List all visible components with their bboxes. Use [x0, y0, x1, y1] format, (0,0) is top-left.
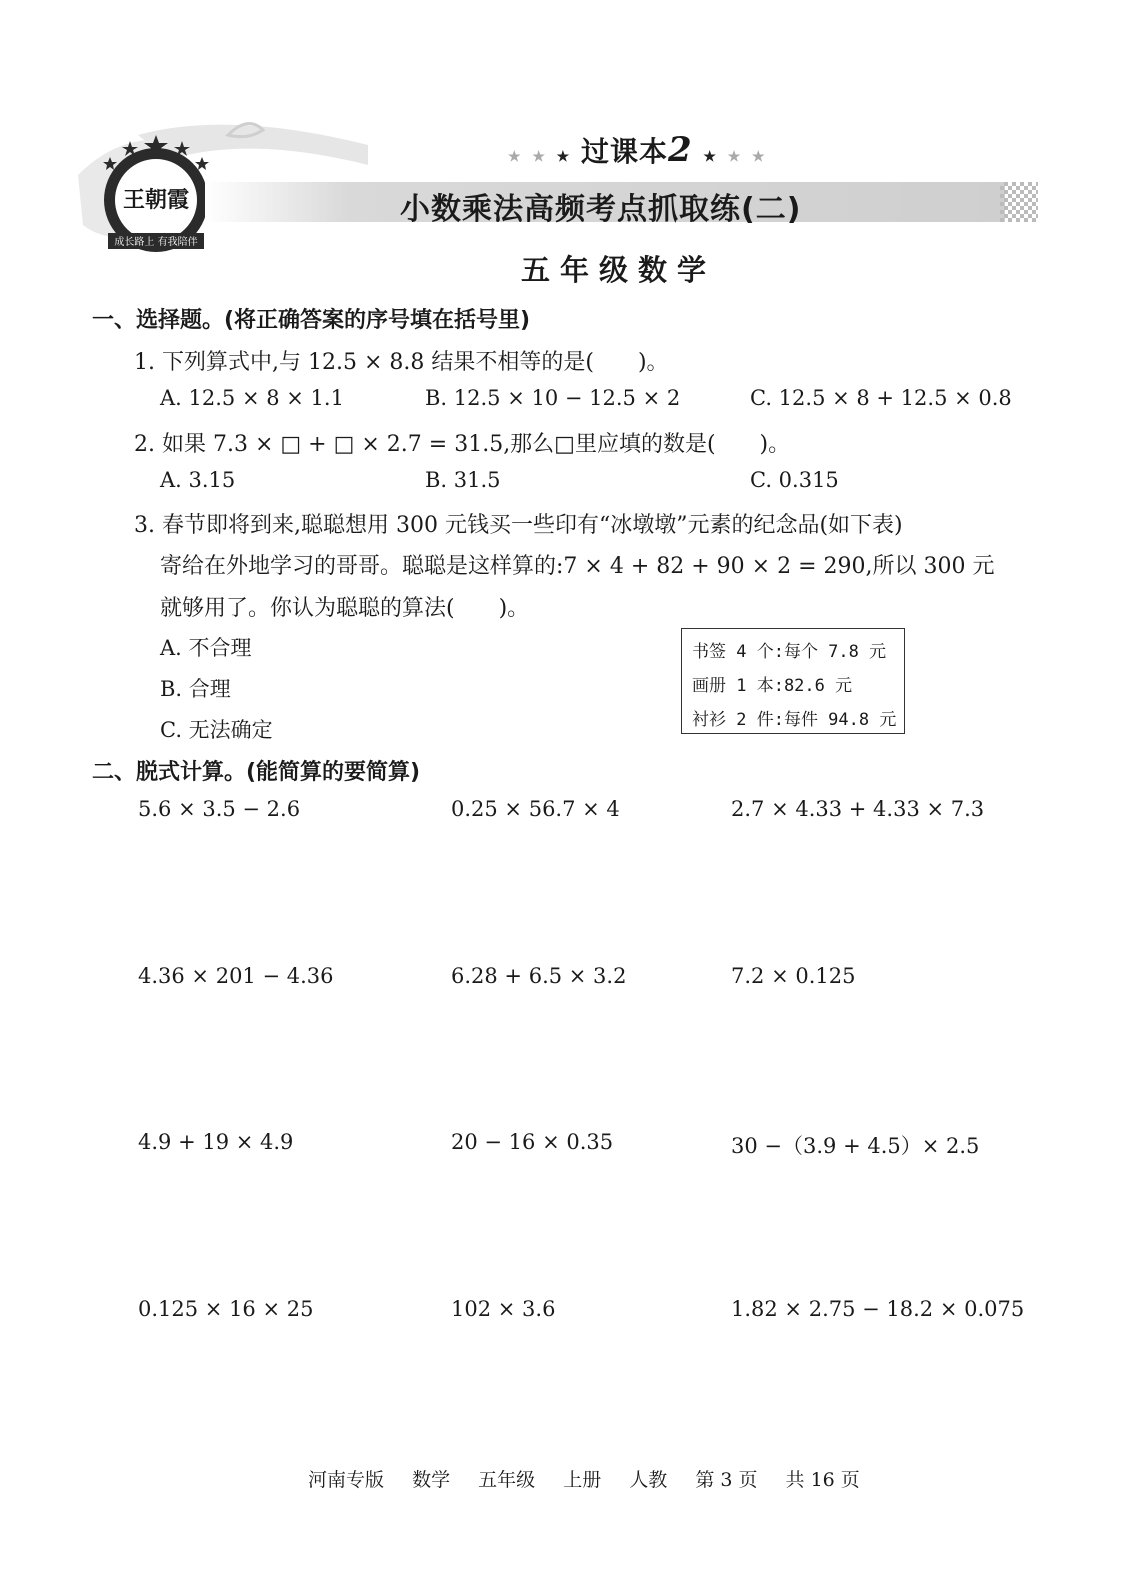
calc-expression: 0.25 × 56.7 × 4	[451, 797, 620, 821]
calc-expression: 2.7 × 4.33 + 4.33 × 7.3	[731, 797, 985, 821]
choice-option: B. 31.5	[425, 468, 501, 492]
star-icon: ★	[556, 149, 571, 165]
star-icon: ★	[752, 149, 766, 165]
question-stem-line: 3. 春节即将到来,聪聪想用 300 元钱买一些印有“冰墩墩”元素的纪念品(如下表)	[134, 513, 903, 538]
choice-option: A. 3.15	[160, 468, 236, 492]
price-table	[681, 628, 905, 734]
choice-option: C. 无法确定	[160, 718, 273, 742]
question-stem: 1. 下列算式中,与 12.5 × 8.8 结果不相等的是( )。	[134, 350, 669, 375]
star-icon: ★	[727, 149, 742, 165]
logo-brand-text: 王朝霞	[122, 187, 190, 213]
calc-expression: 5.6 × 3.5 − 2.6	[138, 797, 301, 821]
footer-volume: 上册	[563, 1469, 602, 1491]
footer-page-total: 共 16 页	[785, 1469, 860, 1491]
calc-expression: 102 × 3.6	[451, 1297, 556, 1321]
choice-option: C. 0.315	[750, 468, 839, 492]
star-icon: ★	[508, 149, 522, 165]
logo-slogan-text: 成长路上 有我陪伴	[114, 237, 198, 248]
choice-option: A. 不合理	[160, 636, 252, 660]
page-title: 小数乘法高频考点抓取练(二)	[400, 192, 802, 227]
series-prefix: 过课本	[580, 135, 668, 168]
calc-expression: 7.2 × 0.125	[731, 964, 856, 988]
checker-decoration	[1000, 182, 1038, 222]
choice-option: B. 合理	[160, 677, 231, 701]
page-footer	[308, 1465, 882, 1492]
series-label	[508, 130, 766, 170]
footer-page-number: 第 3 页	[695, 1469, 758, 1491]
price-row: 画册 1 本:82.6 元	[692, 676, 853, 696]
footer-subject: 数学	[412, 1469, 451, 1491]
calc-expression: 1.82 × 2.75 − 18.2 × 0.075	[731, 1297, 1025, 1321]
section-heading-calc: 二、脱式计算。(能简算的要简算)	[92, 760, 421, 785]
calc-expression: 4.36 × 201 − 4.36	[138, 964, 334, 988]
calc-expression: 0.125 × 16 × 25	[138, 1297, 314, 1321]
price-row: 衬衫 2 件:每件 94.8 元	[692, 710, 897, 730]
calc-expression: 6.28 + 6.5 × 3.2	[451, 964, 627, 988]
footer-edition: 河南专版	[308, 1469, 385, 1491]
question-stem-line: 寄给在外地学习的哥哥。聪聪是这样算的:7 × 4 + 82 + 90 × 2 = 290,所以 300 元	[160, 554, 995, 579]
question-stem-line: 就够用了。你认为聪聪的算法( )。	[160, 596, 530, 621]
choice-option: A. 12.5 × 8 × 1.1	[160, 386, 344, 410]
star-icon: ★	[703, 149, 717, 165]
calc-expression: 4.9 + 19 × 4.9	[138, 1130, 294, 1154]
question-stem: 2. 如果 7.3 × □ + □ × 2.7 = 31.5,那么□里应填的数是( )。	[134, 432, 791, 457]
page-subtitle: 五年级数学	[521, 253, 717, 287]
footer-grade: 五年级	[478, 1469, 536, 1491]
price-row: 书签 4 个:每个 7.8 元	[692, 642, 887, 662]
series-number: 2	[667, 130, 693, 170]
choice-option: C. 12.5 × 8 + 12.5 × 0.8	[750, 386, 1012, 410]
star-icon: ★	[532, 149, 546, 165]
footer-publisher: 人教	[629, 1469, 668, 1491]
choice-option: B. 12.5 × 10 − 12.5 × 2	[425, 386, 681, 410]
calc-expression: 20 − 16 × 0.35	[451, 1130, 614, 1154]
section-heading-choice: 一、选择题。(将正确答案的序号填在括号里)	[92, 308, 531, 333]
calc-expression: 30 −（3.9 + 4.5）× 2.5	[731, 1134, 980, 1158]
